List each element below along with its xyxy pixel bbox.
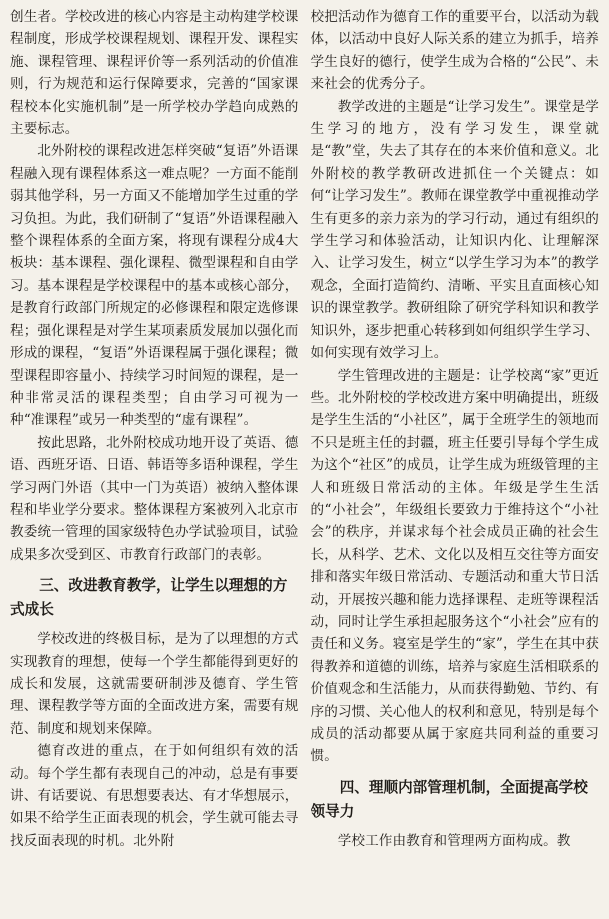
- paragraph-moral-education: 德育改进的重点，在于如何组织有效的活动。每个学生都有表现自己的冲动，总是有事要讲、有话要说、有思想要表达、有才华想展示，如果不给学生正面表现的机会，学生就可能去寻找反面表现的时机。北外附: [10, 743, 299, 849]
- section-heading-4: 四、理顺内部管理机制，全面提高学校领导力: [310, 778, 588, 820]
- paragraph-curriculum-reform: 北外附校的课程改进怎样突破“复语”外语课程融入现有课程体系这一难点呢？一方面不能削弱其他学科，另一方面又不能增加学生过重的学习负担。为此，我们研制了“复语”外语课程融入整个课程体系的全面方案，将现有课程分成4大板块：基本课程、强化课程、微型课程和自由学习。基本课程是学校课程中的基本或核心部分，是教育行政部门所规定的必修课程和限定选修课程；强化课程是对学生某项素质发展加以强化而形成的课程，“复语”外语课程属于强化课程；微型课程即容量小、持续学习时间短的课程，是一种非常灵活的课程类型；自由学习可视为一种“准课程”或另一种类型的“虚有课程”。: [10, 143, 299, 429]
- paragraph-activities: 校把活动作为德育工作的重要平台，以活动为载体，以活动中良好人际关系的建立为抓手，培养学生良好的德行，使学生成为合格的“公民”、未来社会的优秀分子。: [310, 9, 599, 93]
- left-column: [10, 6, 299, 919]
- paragraph-continuation: 创生者。学校改进的核心内容是主动构建学校课程制度，形成学校课程规划、课程开发、课程实施、课程管理、课程评价等一系列活动的价值准则，行为规范和运行保障要求，完善的“国家课程校本化实施机制”是一所学校办学趋向成熟的主要标志。: [10, 9, 299, 138]
- paragraph-language-courses: 按此思路，北外附校成功地开设了英语、德语、西班牙语、日语、韩语等多语种课程，学生学习两门外语（其中一门为英语）被纳入整体课程和毕业学分要求。整体课程方案被列入北京市教委统一管理的国家级特色办学试验项目，试验成果多次受到区、市教育行政部门的表彰。: [10, 434, 299, 563]
- paragraph-school-work: 学校工作由教育和管理两方面构成。教: [337, 832, 571, 849]
- paragraph-teaching-reform: 教学改进的主题是“让学习发生”。课堂是学生学习的地方，没有学习发生，课堂就是“教”堂，失去了其存在的本来价值和意义。北外附校的教学教研改进抓住一个关键点：如何“让学习发生”。教师在课堂教学中重视推动学生有更多的亲力亲为的学习行动，通过有组织的学生学习和体验活动，让知识内化、让理解深入、让学习发生，树立“以学生学习为本”的教学观念，全面打造简约、清晰、平实且直面核心知识的课堂教学。教研组除了研究学科知识和教学知识外，逐步把重心转移到如何组织学生学习、如何实现有效学习上。: [310, 98, 599, 362]
- right-column: [311, 6, 600, 919]
- paragraph-student-management: 学生管理改进的主题是：让学校离“家”更近些。北外附校的学校改进方案中明确提出，班级是学生生活的“小社区”，属于全班学生的领地而不只是班主任的封疆，班主任要引导每个学生成为这个“社区”的成员，让学生成为班级管理的主人和班级日常活动的主体。年级是学生生活的“小社会”，年级组长要致力于维持这个“小社会”的秩序，并谋求每个社会成员正确的社会生长，从科学、艺术、文化以及相互交往等方面安排和落实年级日常活动、专题活动和重大节日活动，开展按兴趣和能力选择课程、走班等课程活动，同时让学生承担起服务这个“小社会”应有的责任和义务。寝室是学生的“家”，学生在其中获得教养和道德的训练，培养与家庭生活相联系的价值观念和生活能力，从而获得勤勉、节约、有序的习惯、关心他人的权利和意见，特别是每个成员的活动都要从属于家庭共同利益的重要习惯。: [310, 367, 599, 765]
- section-heading-3: 三、改进教育教学，让学生以理想的方式成长: [10, 577, 288, 619]
- paragraph-ultimate-goal: 学校改进的终极目标，是为了以理想的方式实现教育的理想，使每一个学生都能得到更好的成长和发展，这就需要研制涉及德育、学生管理、课程教学等方面的全面改进方案，需要有规范、制度和规划来保障。: [10, 631, 299, 737]
